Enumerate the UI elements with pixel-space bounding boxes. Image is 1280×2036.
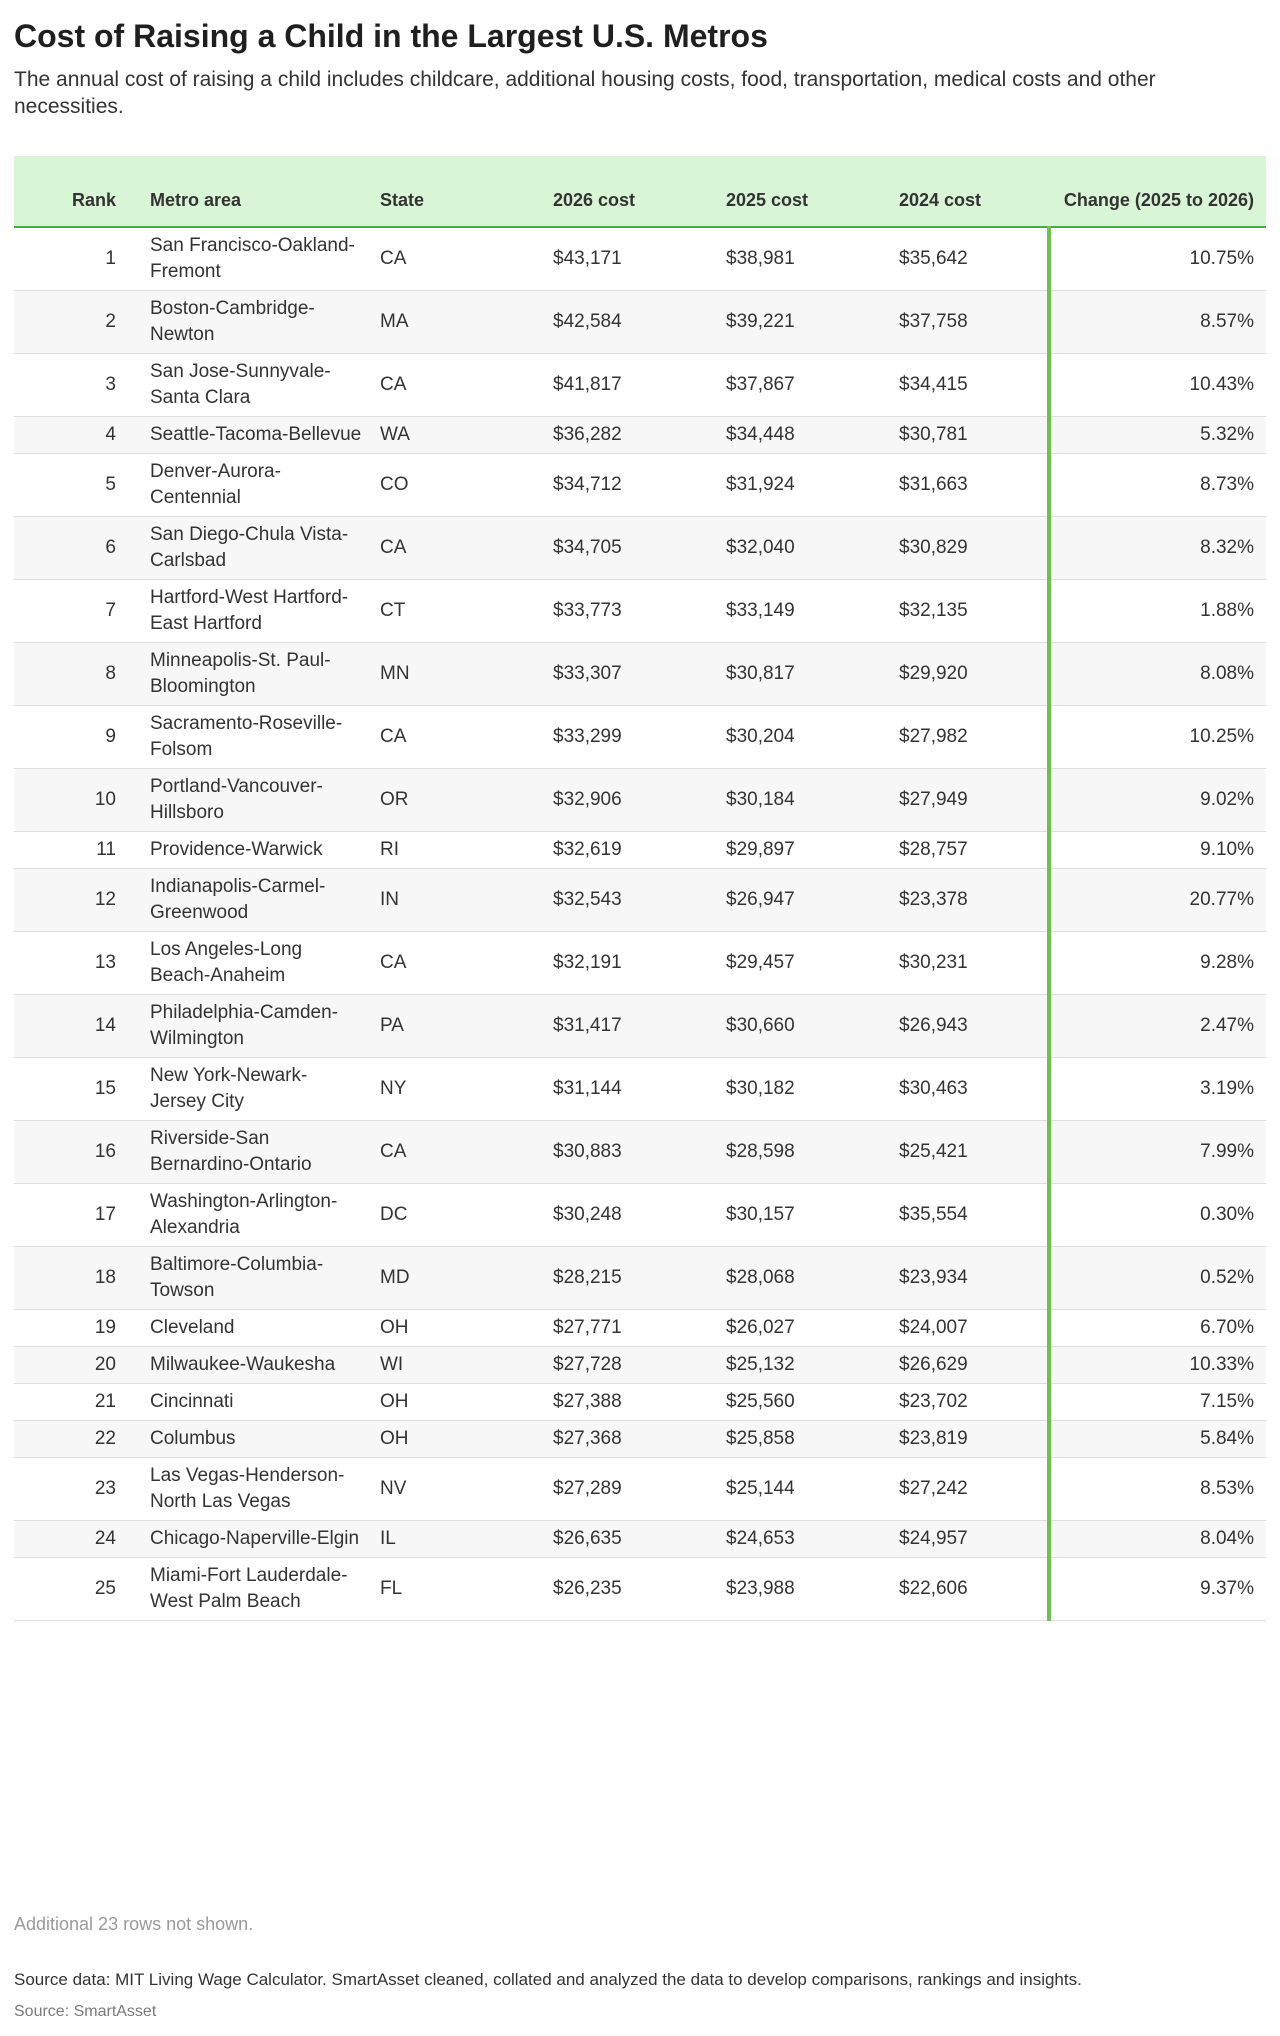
change-cell: 0.52% (1049, 1247, 1266, 1310)
metro-cell: Washington-Arlington-Alexandria (140, 1184, 370, 1247)
cost-2026-cell: $43,171 (543, 227, 716, 291)
cost-2024-cell: $30,781 (889, 417, 1049, 454)
table-row (14, 932, 1266, 995)
change-cell: 5.84% (1049, 1421, 1266, 1458)
change-cell: 6.70% (1049, 1310, 1266, 1347)
cost-2024-cell: $29,920 (889, 643, 1049, 706)
cost-2026-cell: $27,289 (543, 1458, 716, 1521)
metro-cell: Seattle-Tacoma-Bellevue (140, 417, 370, 454)
change-cell: 8.57% (1049, 291, 1266, 354)
cost-2024-cell: $25,421 (889, 1121, 1049, 1184)
cost-2024-cell: $24,007 (889, 1310, 1049, 1347)
table-row (14, 354, 1266, 417)
metro-cell: Hartford-West Hartford-East Hartford (140, 580, 370, 643)
cost-2026-cell: $34,705 (543, 517, 716, 580)
table-header (14, 156, 1266, 227)
rank-cell: 18 (14, 1247, 140, 1310)
rank-cell: 2 (14, 291, 140, 354)
cost-2025-cell: $30,660 (716, 995, 889, 1058)
table-row (14, 1458, 1266, 1521)
state-cell: CA (370, 227, 543, 291)
rank-cell: 14 (14, 995, 140, 1058)
table-row (14, 769, 1266, 832)
metro-cell: Riverside-San Bernardino-Ontario (140, 1121, 370, 1184)
metro-cell: San Diego-Chula Vista-Carlsbad (140, 517, 370, 580)
cost-2026-cell: $33,307 (543, 643, 716, 706)
column-header-metro[interactable]: Metro area (140, 156, 370, 227)
source-data-note: Source data: MIT Living Wage Calculator. SmartAsset cleaned, collated and analyzed the data to develop comparisons, rankings and insights. (14, 1970, 1082, 1989)
cost-2025-cell: $30,157 (716, 1184, 889, 1247)
state-cell: MN (370, 643, 543, 706)
rank-cell: 24 (14, 1521, 140, 1558)
state-cell: FL (370, 1558, 543, 1621)
cost-2025-cell: $32,040 (716, 517, 889, 580)
metro-cell: Los Angeles-Long Beach-Anaheim (140, 932, 370, 995)
rank-cell: 6 (14, 517, 140, 580)
rank-cell: 22 (14, 1421, 140, 1458)
table-row (14, 417, 1266, 454)
cost-2025-cell: $30,184 (716, 769, 889, 832)
rank-cell: 10 (14, 769, 140, 832)
state-cell: IN (370, 869, 543, 932)
table-row (14, 1310, 1266, 1347)
cost-2025-cell: $24,653 (716, 1521, 889, 1558)
rank-cell: 16 (14, 1121, 140, 1184)
metro-cell: San Francisco-Oakland-Fremont (140, 227, 370, 291)
state-cell: PA (370, 995, 543, 1058)
rank-cell: 4 (14, 417, 140, 454)
table-row (14, 832, 1266, 869)
metro-cell: Indianapolis-Carmel-Greenwood (140, 869, 370, 932)
state-cell: CT (370, 580, 543, 643)
data-table (14, 156, 1266, 1621)
rank-cell: 12 (14, 869, 140, 932)
metro-cell: Providence-Warwick (140, 832, 370, 869)
cost-2026-cell: $31,144 (543, 1058, 716, 1121)
metro-cell: Las Vegas-Henderson-North Las Vegas (140, 1458, 370, 1521)
rank-cell: 11 (14, 832, 140, 869)
cost-2026-cell: $27,771 (543, 1310, 716, 1347)
change-cell: 9.02% (1049, 769, 1266, 832)
change-cell: 9.37% (1049, 1558, 1266, 1621)
cost-2025-cell: $38,981 (716, 227, 889, 291)
table-row (14, 995, 1266, 1058)
state-cell: OH (370, 1384, 543, 1421)
metro-cell: Portland-Vancouver-Hillsboro (140, 769, 370, 832)
cost-2024-cell: $37,758 (889, 291, 1049, 354)
metro-cell: Cleveland (140, 1310, 370, 1347)
state-cell: CA (370, 932, 543, 995)
state-cell: CA (370, 1121, 543, 1184)
cost-2024-cell: $22,606 (889, 1558, 1049, 1621)
metro-cell: Milwaukee-Waukesha (140, 1347, 370, 1384)
rank-cell: 20 (14, 1347, 140, 1384)
metro-cell: Columbus (140, 1421, 370, 1458)
table-row (14, 1058, 1266, 1121)
rank-cell: 1 (14, 227, 140, 291)
cost-2026-cell: $42,584 (543, 291, 716, 354)
state-cell: NV (370, 1458, 543, 1521)
cost-2024-cell: $27,949 (889, 769, 1049, 832)
state-cell: WI (370, 1347, 543, 1384)
rank-cell: 3 (14, 354, 140, 417)
cost-2025-cell: $28,068 (716, 1247, 889, 1310)
cost-2025-cell: $30,817 (716, 643, 889, 706)
metro-cell: Philadelphia-Camden-Wilmington (140, 995, 370, 1058)
cost-2026-cell: $33,773 (543, 580, 716, 643)
table-row (14, 291, 1266, 354)
state-cell: CO (370, 454, 543, 517)
cost-2024-cell: $35,554 (889, 1184, 1049, 1247)
table-row (14, 227, 1266, 291)
cost-2024-cell: $23,702 (889, 1384, 1049, 1421)
table-row (14, 643, 1266, 706)
rank-cell: 23 (14, 1458, 140, 1521)
change-cell: 8.08% (1049, 643, 1266, 706)
chart-title: Cost of Raising a Child in the Largest U.S. Metros (14, 18, 768, 54)
change-cell: 0.30% (1049, 1184, 1266, 1247)
metro-cell: Boston-Cambridge-Newton (140, 291, 370, 354)
cost-2024-cell: $27,982 (889, 706, 1049, 769)
cost-2026-cell: $26,235 (543, 1558, 716, 1621)
cost-2026-cell: $27,388 (543, 1384, 716, 1421)
table-row (14, 1384, 1266, 1421)
state-cell: OH (370, 1421, 543, 1458)
change-cell: 5.32% (1049, 417, 1266, 454)
metro-cell: Baltimore-Columbia-Towson (140, 1247, 370, 1310)
table-row (14, 1347, 1266, 1384)
cost-2024-cell: $23,934 (889, 1247, 1049, 1310)
column-header-2025[interactable]: 2025 cost (716, 156, 889, 227)
cost-2025-cell: $29,457 (716, 932, 889, 995)
cost-2025-cell: $31,924 (716, 454, 889, 517)
cost-2025-cell: $26,947 (716, 869, 889, 932)
cost-2026-cell: $34,712 (543, 454, 716, 517)
cost-2024-cell: $30,231 (889, 932, 1049, 995)
source-credit: Source: SmartAsset (14, 2003, 157, 2020)
rank-cell: 7 (14, 580, 140, 643)
cost-2026-cell: $31,417 (543, 995, 716, 1058)
rank-cell: 9 (14, 706, 140, 769)
cost-2026-cell: $32,543 (543, 869, 716, 932)
table-row (14, 580, 1266, 643)
cost-2025-cell: $28,598 (716, 1121, 889, 1184)
cost-2026-cell: $32,191 (543, 932, 716, 995)
cost-2025-cell: $25,858 (716, 1421, 889, 1458)
table-row (14, 869, 1266, 932)
rank-cell: 15 (14, 1058, 140, 1121)
table-row (14, 1421, 1266, 1458)
change-cell: 7.15% (1049, 1384, 1266, 1421)
table-row (14, 1558, 1266, 1621)
state-cell: NY (370, 1058, 543, 1121)
metro-cell: Miami-Fort Lauderdale-West Palm Beach (140, 1558, 370, 1621)
cost-2026-cell: $30,883 (543, 1121, 716, 1184)
state-cell: OR (370, 769, 543, 832)
metro-cell: New York-Newark-Jersey City (140, 1058, 370, 1121)
cost-2026-cell: $27,368 (543, 1421, 716, 1458)
cost-2025-cell: $25,132 (716, 1347, 889, 1384)
cost-2026-cell: $30,248 (543, 1184, 716, 1247)
cost-2026-cell: $28,215 (543, 1247, 716, 1310)
change-cell: 7.99% (1049, 1121, 1266, 1184)
cost-2025-cell: $23,988 (716, 1558, 889, 1621)
state-cell: WA (370, 417, 543, 454)
change-cell: 8.73% (1049, 454, 1266, 517)
metro-cell: Chicago-Naperville-Elgin (140, 1521, 370, 1558)
cost-2025-cell: $39,221 (716, 291, 889, 354)
cost-2024-cell: $23,378 (889, 869, 1049, 932)
rank-cell: 21 (14, 1384, 140, 1421)
change-cell: 8.53% (1049, 1458, 1266, 1521)
cost-2024-cell: $28,757 (889, 832, 1049, 869)
cost-2025-cell: $25,560 (716, 1384, 889, 1421)
cost-2024-cell: $26,629 (889, 1347, 1049, 1384)
chart-subtitle: The annual cost of raising a child includes childcare, additional housing costs, food, transportation, medical costs and other necessities. (14, 68, 1156, 118)
cost-2024-cell: $35,642 (889, 227, 1049, 291)
state-cell: CA (370, 354, 543, 417)
change-cell: 1.88% (1049, 580, 1266, 643)
change-cell: 8.04% (1049, 1521, 1266, 1558)
cost-2024-cell: $30,829 (889, 517, 1049, 580)
cost-2026-cell: $36,282 (543, 417, 716, 454)
cost-2025-cell: $33,149 (716, 580, 889, 643)
cost-2024-cell: $32,135 (889, 580, 1049, 643)
rank-cell: 13 (14, 932, 140, 995)
change-cell: 9.28% (1049, 932, 1266, 995)
cost-2024-cell: $24,957 (889, 1521, 1049, 1558)
cost-2024-cell: $26,943 (889, 995, 1049, 1058)
cost-2026-cell: $32,906 (543, 769, 716, 832)
cost-2026-cell: $26,635 (543, 1521, 716, 1558)
rank-cell: 17 (14, 1184, 140, 1247)
cost-2025-cell: $29,897 (716, 832, 889, 869)
cost-2026-cell: $41,817 (543, 354, 716, 417)
state-cell: CA (370, 517, 543, 580)
state-cell: DC (370, 1184, 543, 1247)
change-cell: 10.75% (1049, 227, 1266, 291)
change-cell: 9.10% (1049, 832, 1266, 869)
table-row (14, 1121, 1266, 1184)
state-cell: MD (370, 1247, 543, 1310)
cost-2024-cell: $30,463 (889, 1058, 1049, 1121)
state-cell: RI (370, 832, 543, 869)
rank-cell: 25 (14, 1558, 140, 1621)
cost-2026-cell: $27,728 (543, 1347, 716, 1384)
cost-2024-cell: $34,415 (889, 354, 1049, 417)
table-row (14, 1184, 1266, 1247)
metro-cell: Minneapolis-St. Paul-Bloomington (140, 643, 370, 706)
state-cell: MA (370, 291, 543, 354)
cost-2026-cell: $32,619 (543, 832, 716, 869)
table-row (14, 706, 1266, 769)
table-row (14, 1521, 1266, 1558)
table-row (14, 517, 1266, 580)
rank-cell: 5 (14, 454, 140, 517)
column-header-change[interactable]: Change (2025 to 2026) (1049, 156, 1266, 227)
table-row (14, 1247, 1266, 1310)
cost-2024-cell: $31,663 (889, 454, 1049, 517)
change-cell: 8.32% (1049, 517, 1266, 580)
rank-cell: 8 (14, 643, 140, 706)
state-cell: IL (370, 1521, 543, 1558)
state-cell: OH (370, 1310, 543, 1347)
rows-not-shown-note: Additional 23 rows not shown. (14, 1914, 254, 1934)
change-cell: 10.25% (1049, 706, 1266, 769)
header-row (14, 156, 1266, 227)
cost-2025-cell: $30,204 (716, 706, 889, 769)
cost-2025-cell: $30,182 (716, 1058, 889, 1121)
change-cell: 10.43% (1049, 354, 1266, 417)
metro-cell: Sacramento-Roseville-Folsom (140, 706, 370, 769)
cost-2026-cell: $33,299 (543, 706, 716, 769)
cost-2024-cell: $27,242 (889, 1458, 1049, 1521)
cost-2025-cell: $34,448 (716, 417, 889, 454)
table-row (14, 454, 1266, 517)
metro-cell: Cincinnati (140, 1384, 370, 1421)
change-cell: 2.47% (1049, 995, 1266, 1058)
change-cell: 10.33% (1049, 1347, 1266, 1384)
cost-2025-cell: $26,027 (716, 1310, 889, 1347)
column-header-rank[interactable]: Rank (14, 156, 140, 227)
metro-cell: Denver-Aurora-Centennial (140, 454, 370, 517)
cost-2025-cell: $25,144 (716, 1458, 889, 1521)
rank-cell: 19 (14, 1310, 140, 1347)
metro-cell: San Jose-Sunnyvale-Santa Clara (140, 354, 370, 417)
state-cell: CA (370, 706, 543, 769)
change-cell: 3.19% (1049, 1058, 1266, 1121)
table-body (14, 227, 1266, 1621)
column-header-state[interactable]: State (370, 156, 543, 227)
column-header-2026[interactable]: 2026 cost (543, 156, 716, 227)
change-cell: 20.77% (1049, 869, 1266, 932)
cost-2024-cell: $23,819 (889, 1421, 1049, 1458)
cost-2025-cell: $37,867 (716, 354, 889, 417)
column-header-2024[interactable]: 2024 cost (889, 156, 1049, 227)
